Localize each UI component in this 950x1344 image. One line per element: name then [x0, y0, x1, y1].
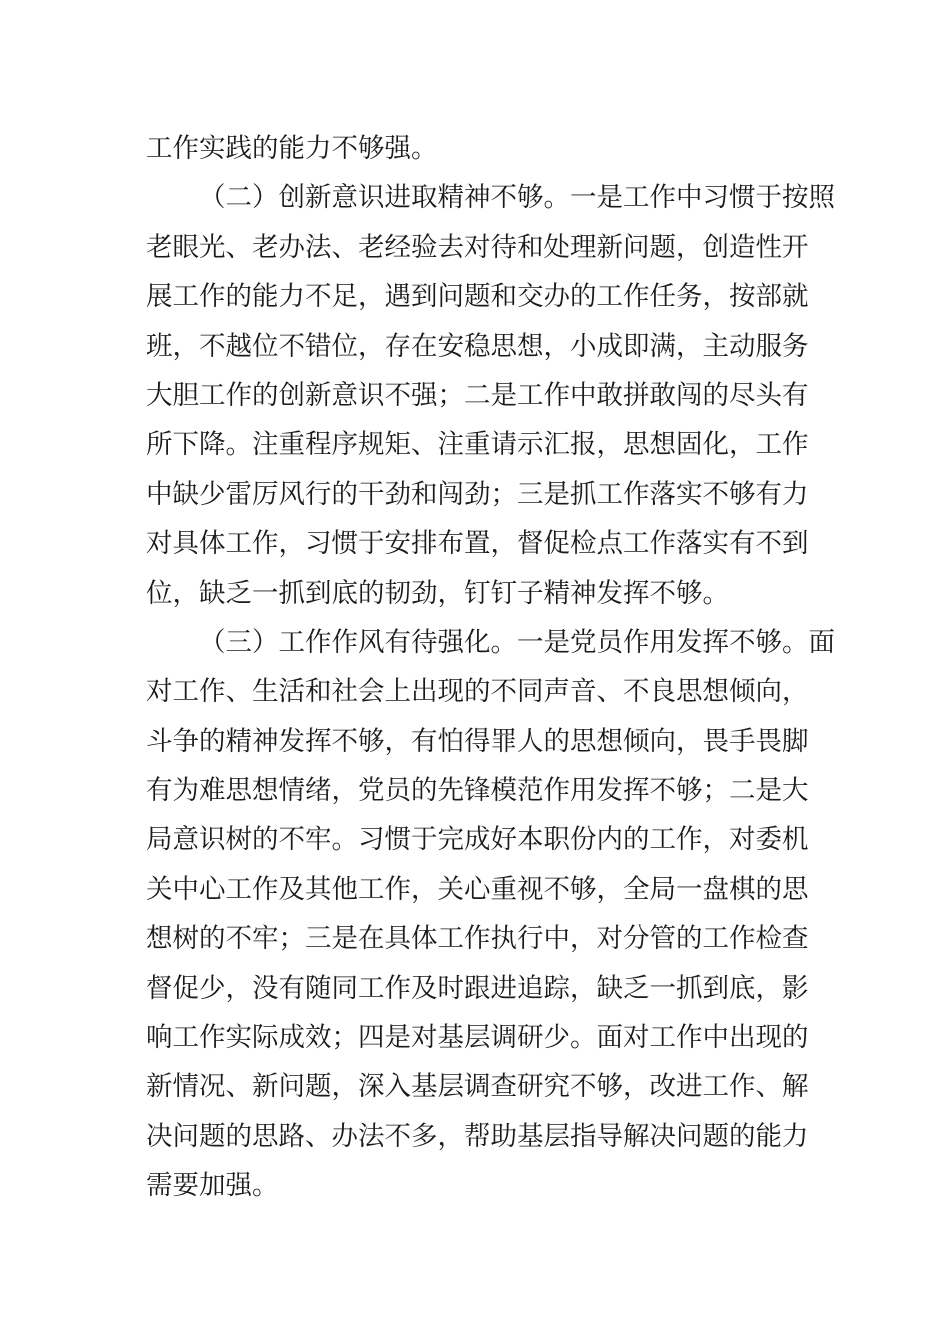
text-line: 新情况、新问题，深入基层调查研究不够，改进工作、解	[146, 1071, 809, 1103]
text-line: 决问题的思路、办法不多，帮助基层指导解决问题的能力	[146, 1120, 809, 1152]
text-line: 有为难思想情绪，党员的先锋模范作用发挥不够；二是大	[146, 775, 809, 807]
text-line: 需要加强。	[146, 1170, 279, 1202]
text-line: 对具体工作，习惯于安排布置，督促检点工作落实有不到	[146, 528, 809, 560]
document-body	[146, 124, 835, 1211]
text-line: 督促少，没有随同工作及时跟进追踪，缺乏一抓到底，影	[146, 972, 809, 1004]
text-line: 位，缺乏一抓到底的韧劲，钉钉子精神发挥不够。	[146, 577, 729, 609]
text-line: 工作实践的能力不够强。	[146, 133, 438, 164]
text-line: 局意识树的不牢。习惯于完成好本职份内的工作，对委机	[146, 824, 809, 856]
text-line: 中缺少雷厉风行的干劲和闯劲；三是抓工作落实不够有力	[146, 478, 809, 510]
text-line: 对工作、生活和社会上出现的不同声音、不良思想倾向，	[146, 676, 809, 708]
paragraph-start-line: （三）工作作风有待强化。一是党员作用发挥不够。面	[199, 626, 835, 658]
text-line: 斗争的精神发挥不够，有怕得罪人的思想倾向，畏手畏脚	[146, 725, 809, 757]
text-line: 展工作的能力不足，遇到问题和交办的工作任务，按部就	[146, 281, 809, 313]
text-line: 班，不越位不错位，存在安稳思想，小成即满，主动服务	[146, 330, 809, 362]
text-line: 想树的不牢；三是在具体工作执行中，对分管的工作检查	[146, 923, 809, 955]
text-line: 大胆工作的创新意识不强；二是工作中敢拼敢闯的尽头有	[146, 379, 809, 411]
text-line: 关中心工作及其他工作，关心重视不够，全局一盘棋的思	[146, 873, 809, 905]
text-line: 老眼光、老办法、老经验去对待和处理新问题，创造性开	[146, 231, 809, 263]
text-line: 响工作实际成效；四是对基层调研少。面对工作中出现的	[146, 1022, 809, 1054]
text-line: 所下降。注重程序规矩、注重请示汇报，思想固化，工作	[146, 429, 809, 461]
paragraph-start-line: （二）创新意识进取精神不够。一是工作中习惯于按照	[199, 182, 835, 214]
